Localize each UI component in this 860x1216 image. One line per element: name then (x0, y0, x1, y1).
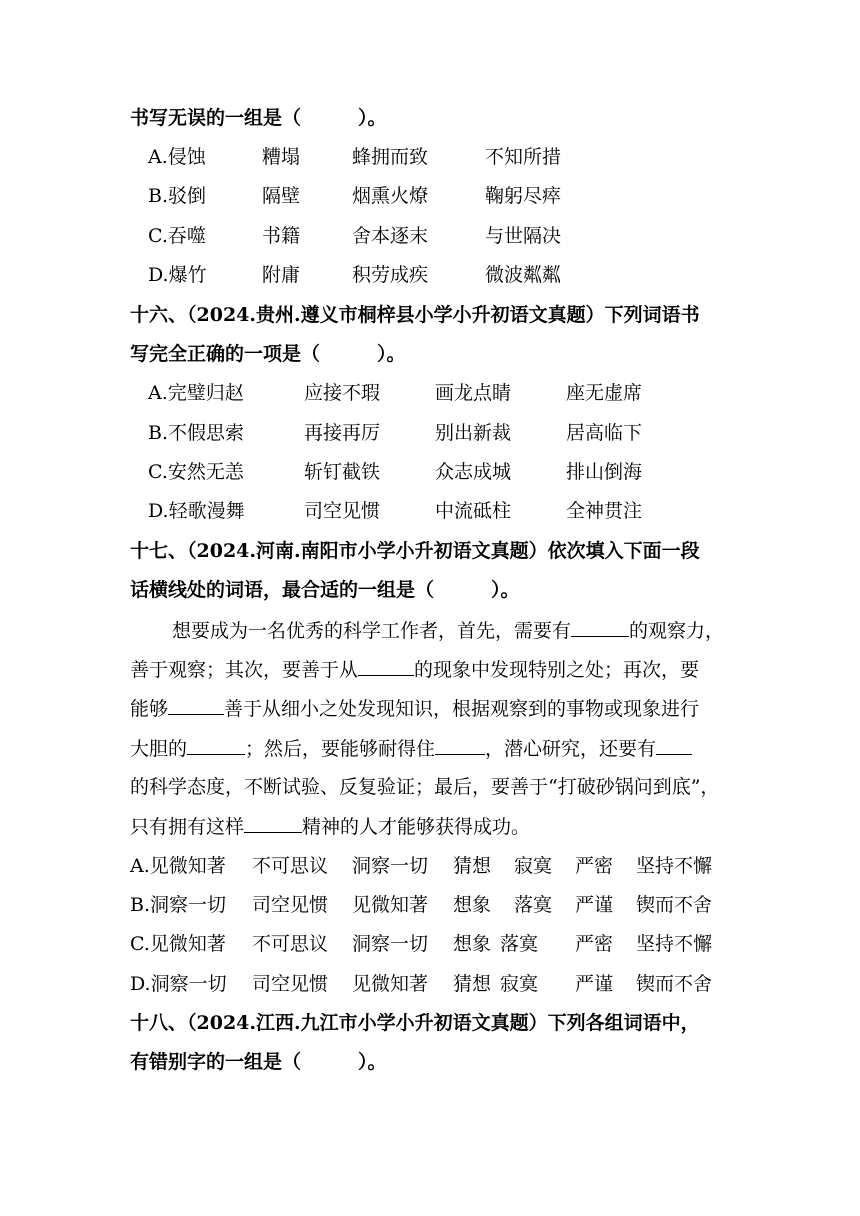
option-label: A.侵蚀 (148, 146, 206, 168)
option-word: 附庸 (262, 264, 301, 286)
option-word: 司空见惯 (252, 894, 329, 916)
option-word: 不可思议 (252, 855, 329, 877)
option-word: 不可思议 (252, 933, 329, 955)
option-word: 斩钉截铁 (304, 461, 381, 483)
fill-blank[interactable] (435, 734, 485, 755)
q18-title-line1: 十八、（2024.江西.九江市小学小升初语文真题）下列各组词语中， (130, 1012, 700, 1034)
fill-blank[interactable] (244, 812, 302, 833)
option-label: B.不假思索 (148, 422, 245, 444)
q17-passage-line3: 能够 善于从细小之处发现知识，根据观察到的事物或现象进行 (130, 694, 750, 723)
option-word: 落寞 (514, 894, 553, 916)
option-word: 舍本逐末 (352, 225, 429, 247)
option-word: 画龙点睛 (435, 382, 512, 404)
option-word: 想象 (453, 894, 492, 916)
q17-passage-line6: 只有拥有这样 精神的人才能够获得成功。 (130, 812, 750, 841)
option-word: 别出新裁 (435, 422, 512, 444)
option-word: 再接再厉 (304, 422, 381, 444)
option-word: 糟塌 (262, 146, 301, 168)
option-word: 见微知著 (352, 894, 429, 916)
option-word: 座无虚席 (566, 382, 643, 404)
option-word: 微波粼粼 (485, 264, 562, 286)
option-word: 坚持不懈 (636, 855, 713, 877)
option-word: 严密 (575, 855, 614, 877)
option-label: C.安然无恙 (148, 461, 244, 483)
q17-title-line1: 十七、（2024.河南.南阳市小学小升初语文真题）依次填入下面一段 (130, 540, 700, 562)
q17-passage-line2: 善于观察；其次，要善于从 的现象中发现特别之处；再次，要 (130, 655, 750, 684)
option-label: D.洞察一切 (130, 973, 227, 995)
q18-title-line2: 有错别字的一组是（ ）。 (130, 1051, 387, 1073)
option-word: 严谨 (575, 973, 614, 995)
option-word: 烟熏火燎 (352, 185, 429, 207)
option-word: 中流砥柱 (435, 500, 512, 522)
fill-blank[interactable] (571, 616, 629, 637)
option-word: 司空见惯 (304, 500, 381, 522)
option-label: C.吞噬 (148, 225, 206, 247)
option-word: 与世隔决 (485, 225, 562, 247)
fill-blank[interactable] (656, 734, 692, 755)
q16-title-line2: 写完全正确的一项是（ ）。 (130, 343, 406, 365)
option-label: A.完璧归赵 (148, 382, 244, 404)
q17-passage-line5: 的科学态度，不断试验、反复验证；最后，要善于“打破砂锅问到底”， (130, 776, 720, 798)
fill-blank[interactable] (187, 734, 245, 755)
option-word: 鞠躬尽瘁 (485, 185, 562, 207)
q17-title-line2: 话横线处的词语，最合适的一组是（ ）。 (130, 579, 520, 601)
option-word: 猜想 (453, 973, 492, 995)
option-word: 猜想 (453, 855, 492, 877)
option-word: 积劳成疾 (352, 264, 429, 286)
option-word: 落寞 (500, 933, 539, 955)
q17-passage-line1: 想要成为一名优秀的科学工作者，首先，需要有 的观察力， (172, 616, 752, 645)
option-word: 应接不瑕 (304, 382, 381, 404)
option-word: 书籍 (262, 225, 301, 247)
option-word: 众志成城 (435, 461, 512, 483)
option-word: 想象 (453, 933, 492, 955)
option-label: D.轻歌漫舞 (148, 500, 245, 522)
option-label: B.驳倒 (148, 185, 207, 207)
option-word: 洞察一切 (352, 855, 429, 877)
option-word: 严密 (575, 933, 614, 955)
fill-blank[interactable] (358, 655, 414, 676)
option-word: 排山倒海 (566, 461, 643, 483)
option-word: 锲而不舍 (636, 973, 713, 995)
option-word: 寂寞 (500, 973, 539, 995)
option-word: 洞察一切 (352, 933, 429, 955)
option-word: 寂寞 (514, 855, 553, 877)
q17-passage-line4: 大胆的 ；然后，要能够耐得住 ，潜心研究，还要有 (130, 734, 750, 763)
option-word: 司空见惯 (252, 973, 329, 995)
option-label: B.洞察一切 (130, 894, 227, 916)
q16-title-line1: 十六、（2024.贵州.遵义市桐梓县小学小升初语文真题）下列词语书 (130, 304, 700, 326)
option-label: A.见微知著 (130, 855, 226, 877)
option-label: D.爆竹 (148, 264, 207, 286)
option-label: C.见微知著 (130, 933, 226, 955)
fill-blank[interactable] (168, 694, 224, 715)
option-word: 蜂拥而致 (352, 146, 429, 168)
option-word: 见微知著 (352, 973, 429, 995)
option-word: 居高临下 (566, 422, 643, 444)
option-word: 全神贯注 (566, 500, 643, 522)
option-word: 坚持不懈 (636, 933, 713, 955)
option-word: 锲而不舍 (636, 894, 713, 916)
option-word: 隔壁 (262, 185, 301, 207)
option-word: 严谨 (575, 894, 614, 916)
option-word: 不知所措 (485, 146, 562, 168)
q15-stem-tail: 书写无误的一组是（ ）。 (130, 107, 387, 129)
